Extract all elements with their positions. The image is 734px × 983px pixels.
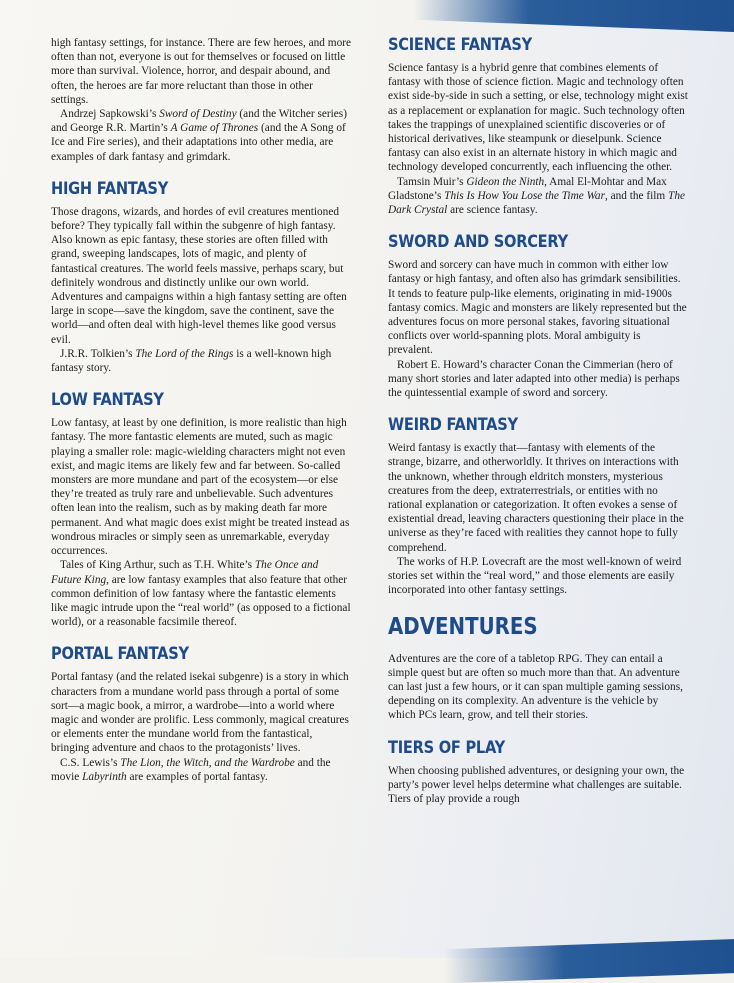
intro-examples-paragraph: Andrzej Sapkowski’s Sword of Destiny (and the Witcher series) and George R.R. Martin’s A Game of Thrones (and the A Song of Ice and Fire series), and their adaptations into other media, are examples of dark fantasy and grimdark.	[51, 108, 347, 163]
portal-fantasy-paragraph: Portal fantasy (and the related isekai subgenre) is a story in which characters from a mundane world pass through a portal of some sort—a magic book, a mirror, a wardrobe—into a world where magic and wonder are prolific. Less commonly, magical creatures or elements enter the mundane world from the fantastical, bringing adventure and chaos to the protagonists’ lives.	[51, 671, 349, 755]
right-column	[388, 36, 688, 806]
heading-science-fantasy: SCIENCE FANTASY	[388, 35, 532, 55]
weird-fantasy-example-paragraph: The works of H.P. Lovecraft are the most well-known of weird stories set within the “real word,” and those elements are easily incorporated into other fantasy settings.	[388, 555, 682, 597]
science-fantasy-paragraph: Science fantasy is a hybrid genre that combines elements of fantasy with those of science fiction. Magic and technology often exist side-by-side in such a setting, or else, technology might exist as a replacement or explanation for magic. Such technology often takes the trappings of unexplained scientific discoveries or of historical derivatives, like steampunk or dieselpunk. Science fantasy can also exist in an alternate history in which magic and technology developed concurrently, each influencing the other.	[388, 62, 688, 174]
heading-portal-fantasy: PORTAL FANTASY	[51, 644, 189, 665]
sword-sorcery-paragraph: Sword and sorcery can have much in common with either low fantasy or high fantasy, and often also has grimdark sensibilities. It tends to feature pulp-like elements, originating in mid-1900s fantasy comics. Magic and monsters are likely represented but the adventures focus on more personal stakes, favoring situational conflicts over world-spanning plots. Moral ambiguity is prevalent.	[388, 259, 687, 357]
low-fantasy-paragraph: Low fantasy, at least by one definition, is more realistic than high fantasy. The more fantastic elements are muted, such as magic playing a smaller role: magic-wielding characters might not even exist, and magic items are likely few and far between. So-called monsters are more mundane and part of the ecosystem—or else they’re treated as truly rare and unbelievable. Such adventures often lean into the realism, such as by making death far more permanent. And what magic does exist might be treated instead as wondrous miracles or simply seen as unremarkable, everyday occurrences.	[51, 417, 350, 558]
heading-sword-and-sorcery: SWORD AND SORCERY	[388, 232, 568, 253]
heading-adventures: ADVENTURES	[388, 613, 538, 640]
heading-tiers-of-play: TIERS OF PLAY	[388, 737, 505, 758]
adventures-paragraph: Adventures are the core of a tabletop RPG. They can entail a simple quest but are often so much more than that. An adventure can last just a few hours, or it can span multiple gaming sessions, depending on its complexity. An adventure is the vehicle by which PCs learn, grow, and tell their stories.	[388, 652, 683, 722]
high-fantasy-example-paragraph: J.R.R. Tolkien’s The Lord of the Rings is a well-known high fantasy story.	[51, 347, 332, 375]
left-column	[51, 36, 351, 784]
tiers-of-play-paragraph: When choosing published adventures, or designing your own, the party’s power level helps determine what challenges are suitable. Tiers of play provide a rough	[388, 764, 685, 805]
heading-low-fantasy: LOW FANTASY	[51, 390, 164, 411]
low-fantasy-example-paragraph: Tales of King Arthur, such as T.H. White’s The Once and Future King, are low fantasy examples that also feature that other common definition of low fantasy where the fantastic elements like magic intrude upon the “real world” (as opposed to a fictional world), or a reasonable facsimile thereof.	[51, 559, 351, 629]
portal-fantasy-example-paragraph: C.S. Lewis’s The Lion, the Witch, and the Wardrobe and the movie Labyrinth are examples of portal fantasy.	[51, 756, 331, 783]
heading-weird-fantasy: WEIRD FANTASY	[388, 415, 518, 436]
sword-sorcery-example-paragraph: Robert E. Howard’s character Conan the Cimmerian (hero of many short stories and later adapted into other media) is perhaps the quintessential example of sword and sorcery.	[388, 358, 680, 400]
science-fantasy-example-paragraph: Tamsin Muir’s Gideon the Ninth, Amal El-Mohtar and Max Gladstone’s This Is How You Lose the Time War, and the film The Dark Crystal are science fantasy.	[388, 175, 685, 217]
intro-paragraph: high fantasy settings, for instance. There are few heroes, and more often than not, everyone is out for themselves or focused on little more than survival. Violence, horror, and despair abound, and often, the heroes are far more reluctant than those in other settings.	[51, 37, 351, 106]
high-fantasy-paragraph: Those dragons, wizards, and hordes of evil creatures mentioned before? They typically fall within the subgenre of high fantasy. Also known as epic fantasy, these stories are often filled with grand, sweeping landscapes, lots of magic, and plenty of fantastical creatures. The world feels massive, perhaps scary, but definitely wondrous and distinctly unlike our own world. Adventures and campaigns within a high fantasy setting are often large in scope—save the kingdom, save the continent, save the world—and often deal with high-level themes like good versus evil.	[51, 205, 347, 346]
heading-high-fantasy: HIGH FANTASY	[51, 178, 169, 199]
weird-fantasy-paragraph: Weird fantasy is exactly that—fantasy with elements of the strange, bizarre, and otherworldly. It thrives on interactions with the unknown, whether through eldritch monsters, mysterious creatures from the deep, extraterrestrials, or entities with no rational explanation or categorization. It often evokes a sense of existential dread, leaving characters questioning their place in the universe as they’re faced with realities they cannot hope to fully comprehend.	[388, 442, 684, 554]
